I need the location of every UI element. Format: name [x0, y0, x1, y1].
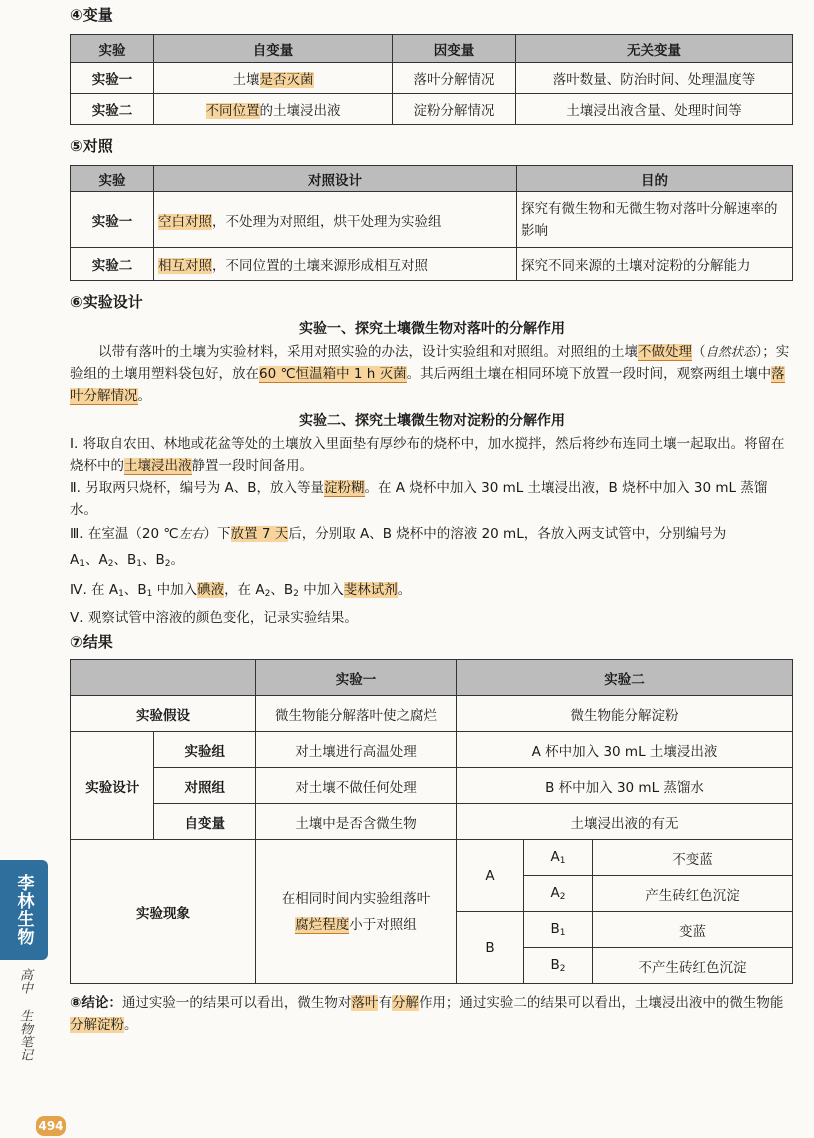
step-3: Ⅲ. 在室温（20 ℃左右）下放置 7 天后，分别取 A、B 烧杯中的溶液 20 mL，各放入两支试管中，分别编号为 $A_1$、$A_2$、$B_1$、$B_2$。 — [70, 526, 727, 569]
conclusion: ⑧结论：通过实验一的结果可以看出，微生物对落叶有分解作用；通过实验二的结果可以看出，土壤浸出液中的微生物能分解淀粉。 — [70, 995, 784, 1033]
section-control-title: ⑤对照 — [70, 137, 113, 155]
row-name: 实验一 — [71, 192, 154, 248]
highlight: 是否灭菌 — [259, 72, 314, 88]
step-1: Ⅰ. 将取自农田、林地或花盆等处的土壤放入里面垫有厚纱布的烧杯中，加水搅拌，然后将纱布连同土壤一起取出。将留在烧杯中的土壤浸出液静置一段时间备用。 — [70, 436, 785, 474]
iv-cell: 土壤是否灭菌 — [154, 63, 393, 94]
table-row — [71, 94, 793, 125]
th-exp: 实验 — [71, 35, 154, 63]
section-variables-title: ④变量 — [70, 6, 113, 24]
table-row: B $B_1$ 变蓝 — [71, 912, 793, 948]
cv-cell: 土壤浸出液含量、处理时间等 — [516, 94, 793, 125]
th-goal: 目的 — [517, 166, 793, 192]
exp1-title: 实验一、探究土壤微生物对落叶的分解作用 — [299, 321, 565, 337]
th-blank — [71, 660, 256, 696]
table-row — [71, 192, 793, 248]
sidebar-subtitle: 高中 生物笔记 — [17, 968, 32, 1061]
th-exp1: 实验一 — [256, 660, 457, 696]
step-4: Ⅳ. 在 $A_1$、$B_1$ 中加入碘液，在 $A_2$、$B_2$ 中加入斐林试剂。 — [70, 582, 412, 599]
table-row: 实验现象 在相同时间内实验组落叶 腐烂程度小于对照组 A $A_1$ 不变蓝 — [71, 840, 793, 876]
table-row: $B_2$ 不产生砖红色沉淀 — [71, 948, 793, 984]
th-dv: 因变量 — [393, 35, 516, 63]
table-row: $A_2$ 产生砖红色沉淀 — [71, 876, 793, 912]
highlight: 不同位置 — [205, 103, 260, 119]
dv-cell: 落叶分解情况 — [393, 63, 516, 94]
result-table — [70, 659, 793, 984]
table-row: 自变量 土壤中是否含微生物 土壤浸出液的有无 — [71, 804, 793, 840]
section-design-title: ⑥实验设计 — [70, 293, 143, 311]
row-name: 实验一 — [71, 63, 154, 94]
table-row — [71, 248, 793, 281]
page-number: 494 — [36, 1116, 66, 1136]
iv-cell: 不同位置的土壤浸出液 — [154, 94, 393, 125]
exp2-title: 实验二、探究土壤微生物对淀粉的分解作用 — [299, 413, 565, 429]
sidebar-brand: 李林生物 — [0, 860, 48, 960]
th-exp2: 实验二 — [457, 660, 793, 696]
th-design: 对照设计 — [154, 166, 517, 192]
row-name: 实验二 — [71, 248, 154, 281]
table-row: 实验设计 实验组 对土壤进行高温处理 A 杯中加入 30 mL 土壤浸出液 — [71, 732, 793, 768]
step-5: Ⅴ. 观察试管中溶液的颜色变化，记录实验结果。 — [70, 610, 358, 626]
th-iv: 自变量 — [154, 35, 393, 63]
highlight: 空白对照 — [158, 213, 212, 230]
row-name: 实验二 — [71, 94, 154, 125]
step-2: Ⅱ. 另取两只烧杯，编号为 A、B，放入等量淀粉糊。在 A 烧杯中加入 30 mL 土壤浸出液，B 烧杯中加入 30 mL 蒸馏水。 — [70, 480, 768, 518]
highlight: 相互对照 — [158, 258, 212, 274]
phen1-cell: 在相同时间内实验组落叶 腐烂程度小于对照组 — [256, 840, 457, 984]
exp1-paragraph: 以带有落叶的土壤为实验材料，采用对照实验的办法，设计实验组和对照组。对照组的土壤不做处理（自然状态）；实验组的土壤用塑料袋包好，放在60 ℃恒温箱中 1 h 灭菌。其后两组土壤在相同环境下放置一段时间，观察两组土壤中落叶分解情况。 — [70, 344, 790, 404]
section-result-title: ⑦结果 — [70, 633, 113, 651]
control-table — [70, 165, 793, 281]
goal-cell: 探究不同来源的土壤对淀粉的分解能力 — [517, 248, 793, 281]
th-cv: 无关变量 — [516, 35, 793, 63]
cv-cell: 落叶数量、防治时间、处理温度等 — [516, 63, 793, 94]
variables-table — [70, 34, 793, 125]
table-row: 实验假设 微生物能分解落叶使之腐烂 微生物能分解淀粉 — [71, 696, 793, 732]
table-row — [71, 63, 793, 94]
th-exp: 实验 — [71, 166, 154, 192]
design-cell: 空白对照，不处理为对照组，烘干处理为实验组 — [154, 192, 517, 248]
page-content — [70, 0, 794, 1036]
table-row: 对照组 对土壤不做任何处理 B 杯中加入 30 mL 蒸馏水 — [71, 768, 793, 804]
design-cell: 相互对照，不同位置的土壤来源形成相互对照 — [154, 248, 517, 281]
goal-cell: 探究有微生物和无微生物对落叶分解速率的影响 — [517, 192, 793, 248]
dv-cell: 淀粉分解情况 — [393, 94, 516, 125]
